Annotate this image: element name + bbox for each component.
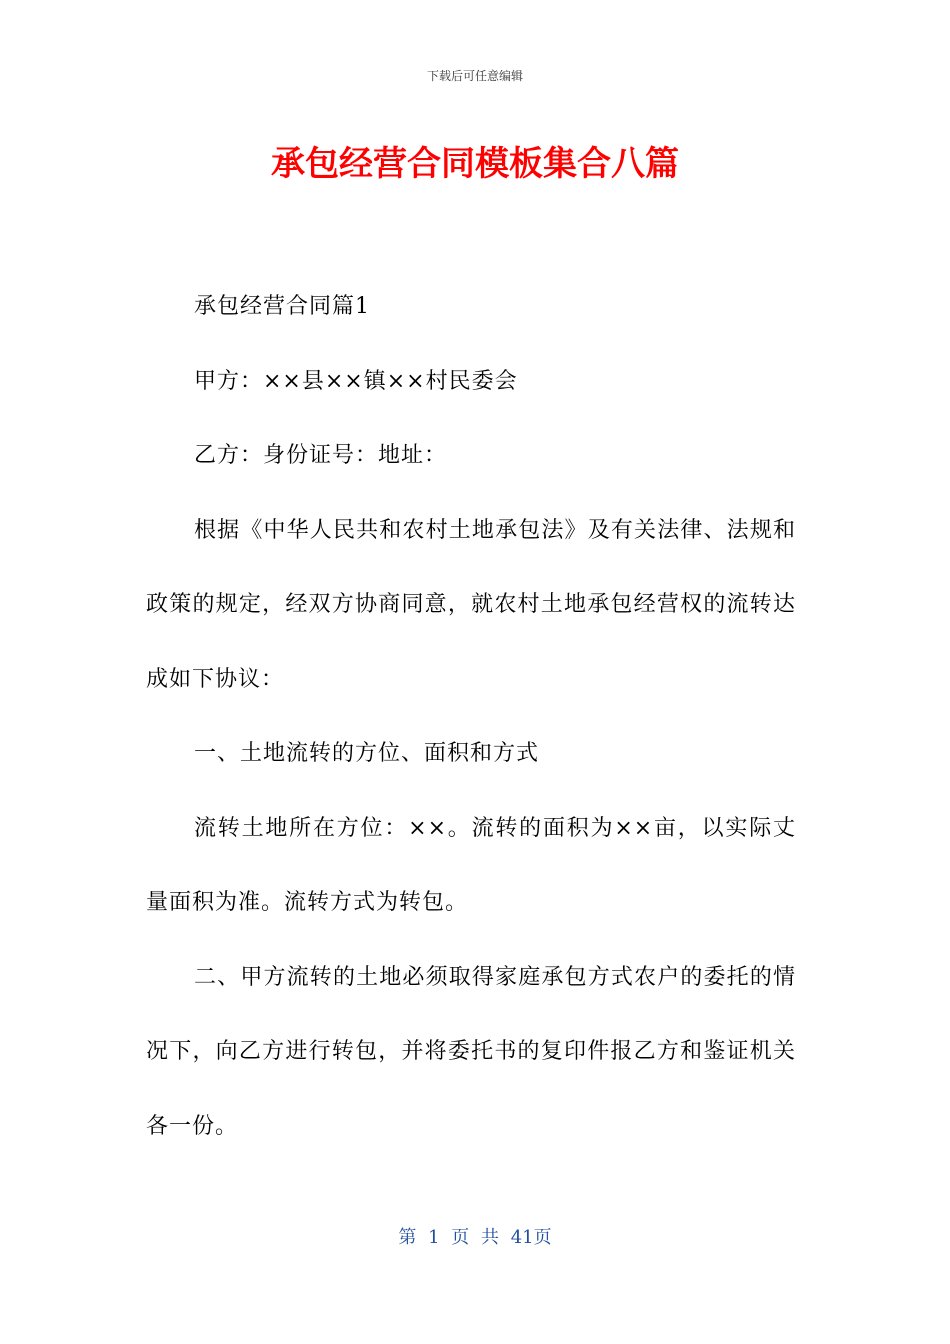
document-body <box>146 270 796 1164</box>
document-title: 承包经营合同模板集合八篇 <box>271 144 679 184</box>
page-number-footer: 第 1 页 共 41页 <box>398 1227 552 1248</box>
clause-paragraph: 二、甲方流转的土地必须取得家庭承包方式农户的委托的情况下，向乙方进行转包，并将委托书的复印件报乙方和鉴证机关各一份。 <box>146 964 796 1139</box>
section-heading: 承包经营合同篇1 <box>194 294 370 319</box>
party-a-line: 甲方：××县××镇××村民委会 <box>194 368 518 394</box>
header-note: 下载后可任意编辑 <box>426 69 523 83</box>
clause-heading: 一、土地流转的方位、面积和方式 <box>194 741 540 766</box>
preamble-paragraph: 根据《中华人民共和农村土地承包法》及有关法律、法规和政策的规定，经双方协商同意，就农村土地承包经营权的流转达成如下协议： <box>146 517 796 692</box>
party-b-line: 乙方：身份证号：地址： <box>194 443 448 468</box>
clause-paragraph: 流转土地所在方位：××。流转的面积为××亩，以实际丈量面积为准。流转方式为转包。 <box>146 815 796 915</box>
